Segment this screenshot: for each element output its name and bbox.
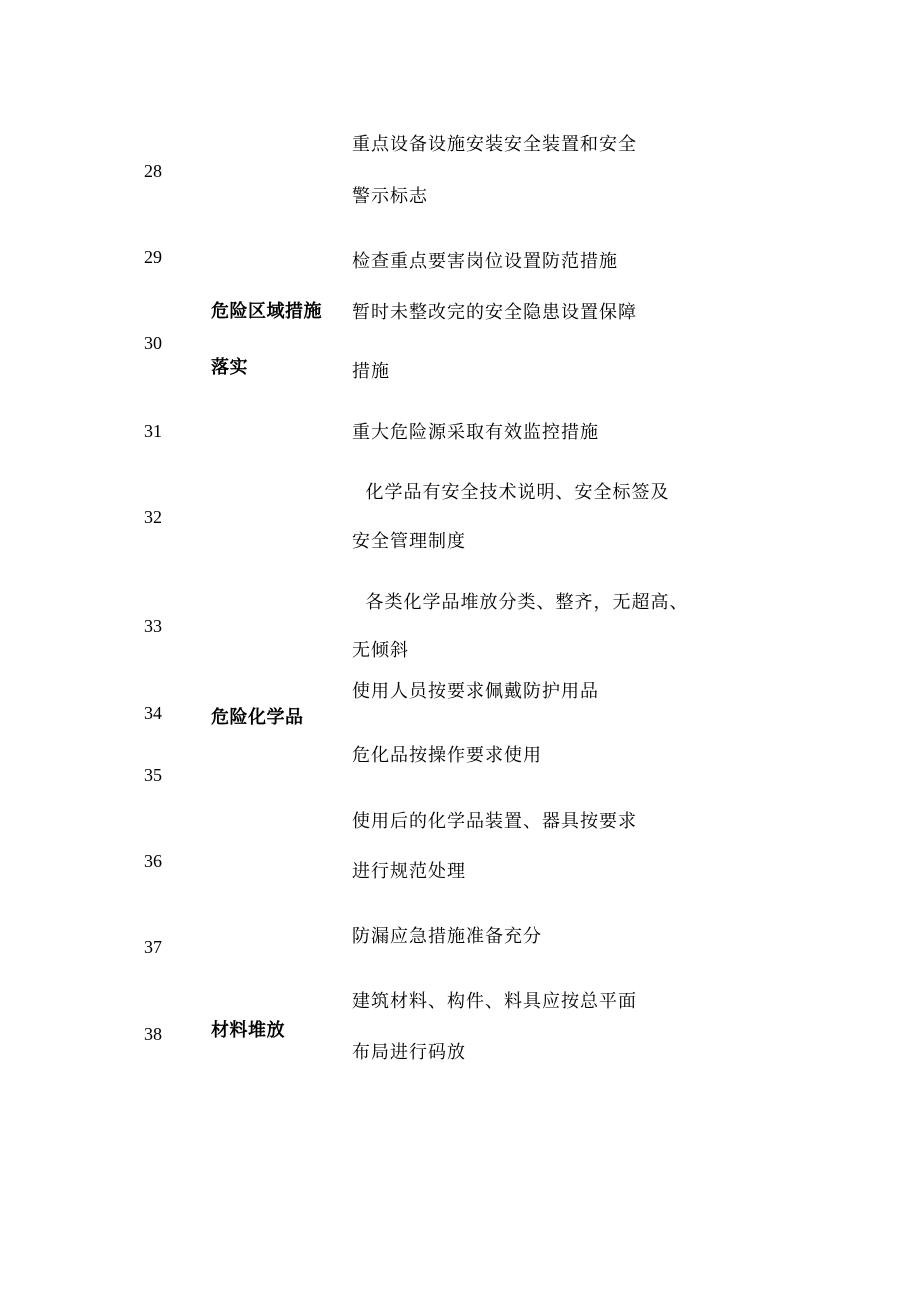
- item-text: 检查重点要害岗位设置防范措施: [352, 251, 618, 272]
- row-number: 37: [144, 937, 162, 957]
- item-text: 各类化学品堆放分类、整齐，无超高、: [352, 592, 689, 613]
- row-number: 28: [144, 161, 162, 181]
- row-number: 30: [144, 333, 162, 353]
- row-number: 38: [144, 1024, 162, 1044]
- item-text: 重大危险源采取有效监控措施: [352, 422, 599, 443]
- item-text: 使用人员按要求佩戴防护用品: [352, 681, 599, 702]
- item-text: 布局进行码放: [352, 1042, 466, 1063]
- row-number: 36: [144, 851, 162, 871]
- row-number: 32: [144, 507, 162, 527]
- item-text: 警示标志: [352, 186, 428, 207]
- row-number: 35: [144, 765, 162, 785]
- item-text: 防漏应急措施准备充分: [352, 926, 542, 947]
- item-text: 安全管理制度: [352, 531, 466, 552]
- item-text: 措施: [352, 361, 390, 382]
- item-text: 无倾斜: [352, 640, 409, 661]
- item-text: 暂时未整改完的安全隐患设置保障: [352, 302, 637, 323]
- row-number: 31: [144, 421, 162, 441]
- category-label: 危险化学品: [211, 707, 304, 728]
- item-text: 化学品有安全技术说明、安全标签及: [352, 482, 670, 503]
- item-text: 建筑材料、构件、料具应按总平面: [352, 991, 637, 1012]
- row-number: 34: [144, 703, 162, 723]
- item-text: 重点设备设施安装安全装置和安全: [352, 134, 637, 155]
- category-label: 落实: [211, 357, 248, 378]
- item-text: 进行规范处理: [352, 861, 466, 882]
- row-number: 33: [144, 616, 162, 636]
- item-text: 使用后的化学品装置、器具按要求: [352, 811, 637, 832]
- category-label: 材料堆放: [211, 1020, 285, 1041]
- row-number: 29: [144, 247, 162, 267]
- item-text: 危化品按操作要求使用: [352, 745, 542, 766]
- category-label: 危险区域措施: [211, 301, 322, 322]
